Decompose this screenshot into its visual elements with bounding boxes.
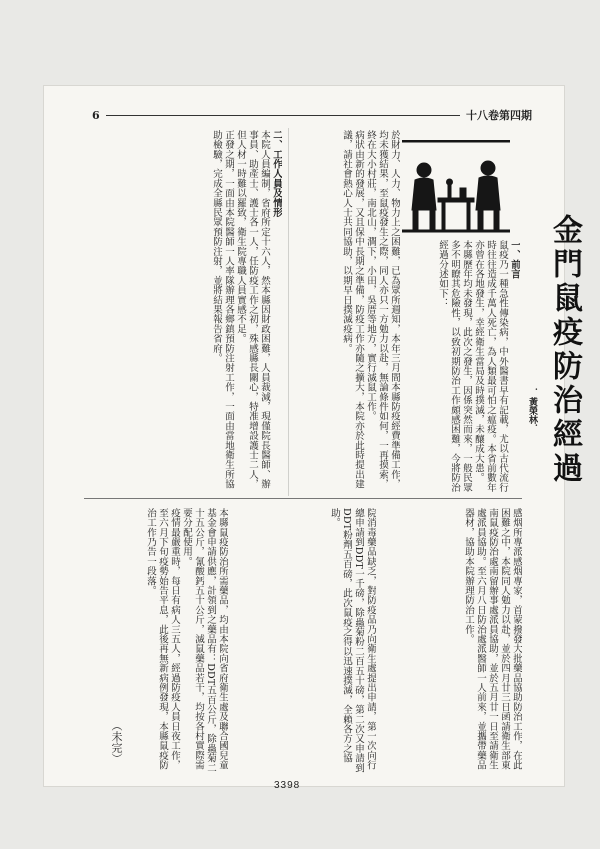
section-divider (84, 498, 522, 499)
paragraph: 疫情最嚴重時，每日有病人三五人，經過防疫人員日夜工作，至六月下旬疫勢始告平息，此後再無新病例發現，本縣鼠疫防治工作乃告一段落。 (145, 508, 180, 770)
text-column-g (130, 508, 228, 774)
paragraph: 本縣鼠疫防治所需藥品，均由本院向省府衛生處及聯合國兒童基金會申請供應，計領到之藥品有：DDT五百公斤，除蟲菊二十五公斤，氰酸鈣五十公斤，滅鼠藥品若干，均按各村實際需要分配使用。 (181, 508, 228, 773)
article-author: ．黃榮林． (527, 388, 537, 433)
paragraph: 病狀由新的發展，又且保中長期之準備，防疫工作亦隨之擴大，本院亦於此時提出建議，請社會熱心人士共同協助，以期早日撲滅疫病。 (341, 130, 364, 489)
page-number: 3398 (274, 780, 301, 791)
text-column-a (404, 240, 520, 494)
text-column-h (232, 508, 376, 774)
paragraph: 於財力、人力、物力上之困難，已為眾所週知，本年三月間本縣防疫經費準備工作，均未獲結果，至鼠疫發生之際，同人亦只一方勉力以赴，無論條件如何，一再摸索，終在大小村莊，南北山，澗下，小田，吳厝等地方，實行滅鼠工作。 (365, 130, 400, 489)
paragraph: 鼠疫乃一種急性傳染病，中外醫書早有記載，尤以古代流行時往往造成千萬人死亡，為人類最可怕之瘟疫。本省前數年亦曾在各地發生，幸經衛生當局及時撲滅，未釀成大患。 (473, 240, 508, 493)
header-rule (106, 115, 460, 116)
volume-label: 十八卷第四期 (466, 109, 532, 122)
paragraph: 正發之期，一面由本院醫師一人率隊辦理各鄉鎮預防注射工作，一面由當地衛生所協助檢驗，完成全縣民眾預防注射，並將結果報告省府。 (211, 130, 234, 489)
article-title: 金門鼠疫防治經過 (547, 214, 582, 486)
section-heading: 一、前言 (509, 240, 520, 279)
column-divider (288, 128, 289, 496)
doctors-illustration (402, 140, 510, 234)
paragraph: 本縣歷年均未發現，此次之發生，因係突然而來，一般民眾多不明瞭其危險性，以致初期防治工作頗感困難，今將防治經過分述如下： (437, 240, 472, 493)
page-header (92, 106, 532, 124)
text-column-i (380, 508, 522, 774)
text-column-e (90, 130, 282, 494)
paragraph: 本院人員編制，省府所定十六人，然本縣因財政困難，人員裁減，現僅院長醫師、辦事員、助產士、護士各一人，任防疫工作之初，殊感縣長關心，特准增設護士二人，但人材一時難以羅致，衛生院專職人員實感不足。 (235, 130, 270, 489)
page-number-header: 6 (92, 108, 100, 122)
paragraph: 感烟所專派感烟專家，首蒙撥發大批藥品協助防治工作，在此困難之中，本院同人勉力以赴，並於四月廿三日函請衛生部東南鼠疫防治處南留辦事處派員協助，並於五月廿一日至請衛生處派員協助。至六月八日防治處派醫師一人前來，並攜帶藥品器材，協助本院辦理防治工作。 (463, 508, 522, 770)
section-heading: 二、工作人員及情形 (271, 130, 282, 218)
to-be-continued: （未完） (110, 720, 123, 764)
text-column-c (296, 130, 400, 494)
paragraph: 院消毒藥品缺乏，對防疫品乃向衛生處提出申請，第一次向行總申請到DDT一千磅，除蟲菊粉二百五十磅，第二次又申請到DDT粉劑五百磅，此次鼠疫之得以迅速撲滅，全賴各方之協助。 (329, 508, 376, 773)
